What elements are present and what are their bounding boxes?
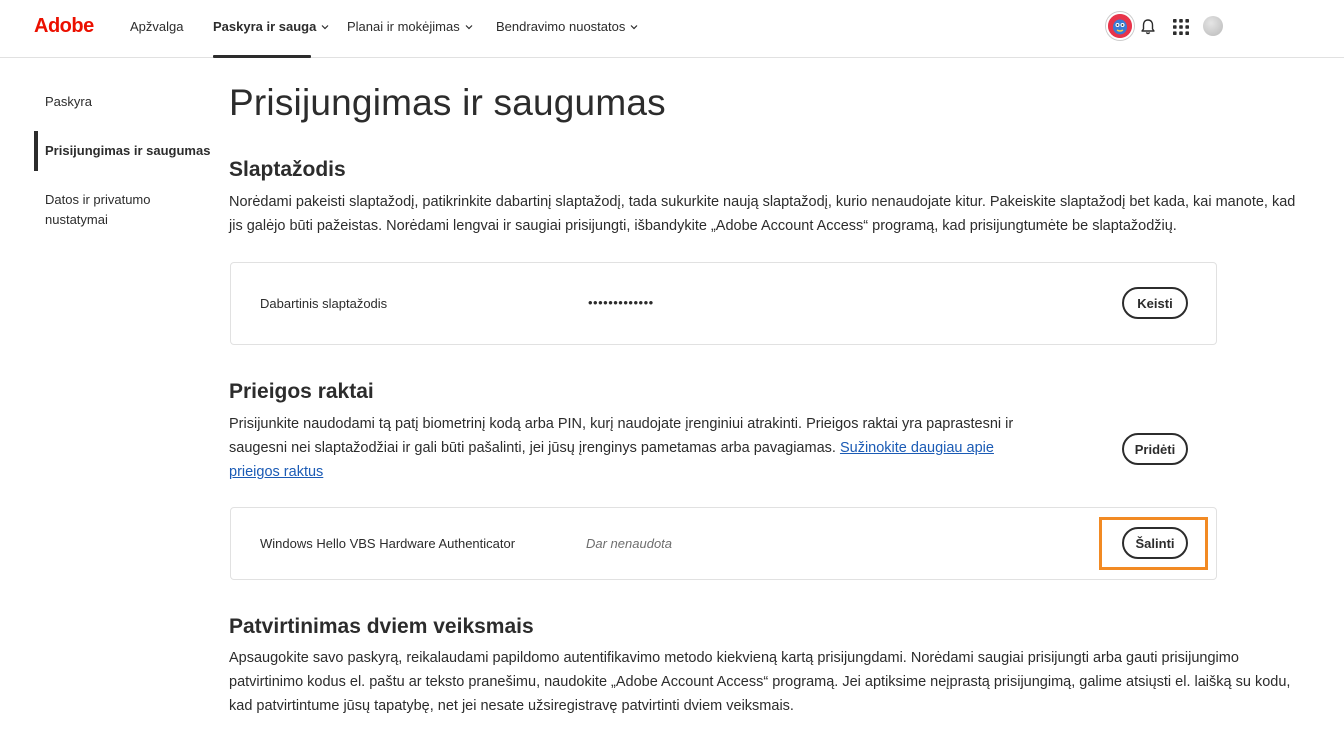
change-password-button[interactable]: Keisti [1122,287,1188,319]
add-passkey-button[interactable]: Pridėti [1122,433,1188,465]
nav-item-account-security[interactable] [213,19,329,34]
nav-item-label: Planai ir mokėjimas [347,19,460,34]
user-avatar-icon[interactable] [1203,16,1223,36]
chevron-down-icon [465,23,473,31]
learn-more-passkeys-link-continued[interactable]: prieigos raktus [229,464,324,480]
password-description-line: Norėdami pakeisti slaptažodį, patikrinkite dabartinį slaptažodį, tada sukurkite naują slaptažodį, kurio nenaudojate kitur. Pakeiskite slaptažodį bet kada, kai manote, kad [229,194,1296,210]
sidebar-active-indicator [34,131,38,171]
nav-item-plans-payment[interactable] [347,19,473,34]
chevron-down-icon [630,23,638,31]
top-navigation [0,0,1344,58]
two-step-description-line: kad patvirtintume jūsų tapatybę, net jei nesate užsiregistravę patvirtinti dviem veiksmais. [229,698,794,714]
adobe-logo[interactable]: Adobe [34,15,94,37]
apps-grid-icon[interactable] [1172,18,1190,36]
remove-button-highlight [1099,517,1208,570]
passkeys-heading: Prieigos raktai [229,380,374,403]
active-tab-indicator [213,55,311,58]
current-password-card [230,262,1217,345]
passkeys-description [229,412,1014,484]
profile-avatar-icon[interactable] [1106,12,1134,40]
sidebar-item-account[interactable] [45,92,92,112]
remove-passkey-button[interactable]: Šalinti [1122,527,1188,559]
page-title: Prisijungimas ir saugumas [229,82,666,123]
sidebar-item-label: nustatymai [45,212,108,227]
nav-item-overview[interactable] [130,19,183,34]
sidebar-item-data-privacy[interactable] [45,190,150,230]
two-step-description [229,646,1291,718]
passkeys-description-line: saugesni nei slaptažodžiai ir gali būti pašalinti, jei jūsų įrenginys pametamas arba pavagiamas. [229,440,836,456]
nav-item-label: Bendravimo nuostatos [496,19,626,34]
passkey-name: Windows Hello VBS Hardware Authenticator [260,536,516,551]
two-step-description-line: Apsaugokite savo paskyrą, reikalaudami papildomo autentifikavimo metodo kiekvieną kartą prisijungdami. Norėdami saugiai prisijungti arba gauti prisijungimo [229,650,1239,666]
two-step-description-line: patvirtinimo kodus el. paštu ar teksto pranešimu, naudokite „Adobe Account Access“ programą. Jei aptiksime neįprastą prisijungimą, galime atsiųsti el. laišką su kodu, [229,674,1291,690]
sidebar-item-label: Datos ir privatumo [45,192,151,207]
sidebar-item-label: Prisijungimas ir saugumas [45,143,211,158]
bell-icon[interactable] [1138,17,1158,37]
current-password-value: ••••••••••••• [588,295,654,310]
current-password-label: Dabartinis slaptažodis [260,296,388,311]
password-description-line: jis galėjo būti pažeistas. Norėdami lengvai ir saugiai prisijungti, išbandykite „Adobe Account Access“ programą, kad prisijungtumėte be slaptažodžių. [229,218,1177,234]
nav-item-communication-preferences[interactable] [496,19,638,34]
learn-more-passkeys-link[interactable]: Sužinokite daugiau apie [839,440,994,456]
two-step-heading: Patvirtinimas dviem veiksmais [229,615,534,638]
password-description [229,190,1296,238]
sidebar-item-sign-in-security[interactable] [45,141,210,161]
passkey-status: Dar nenaudota [586,536,673,551]
sidebar-item-label: Paskyra [45,94,92,109]
password-heading: Slaptažodis [229,158,346,181]
nav-item-label: Paskyra ir sauga [213,19,317,34]
passkey-item-card [230,507,1217,580]
nav-item-label: Apžvalga [130,19,184,34]
chevron-down-icon [321,23,329,31]
passkeys-description-line: Prisijunkite naudodami tą patį biometrinį kodą arba PIN, kurį naudojate įrenginiui atrakinti. Prieigos raktai yra paprastesni ir [229,416,1014,432]
